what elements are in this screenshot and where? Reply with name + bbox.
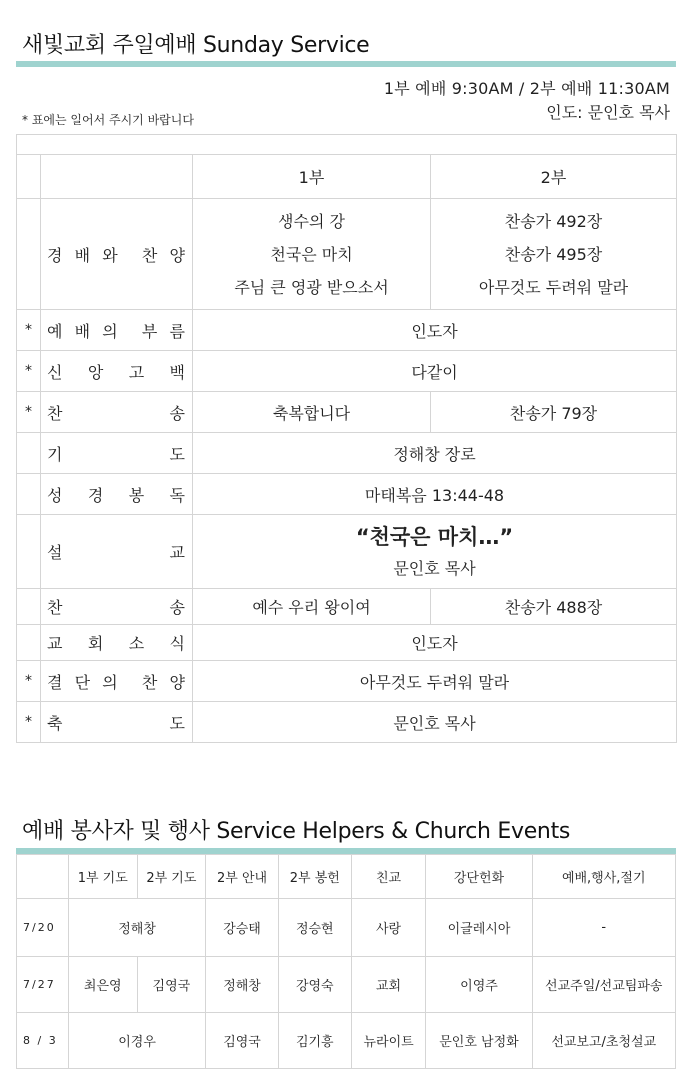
item-name: 찬 송 [41,589,193,625]
item-name: 신 앙 고 백 [41,351,193,392]
item-name: 예 배 의 부 름 [41,310,193,351]
item-name: 축 도 [41,702,193,743]
order-of-service-table [16,134,677,743]
item-name: 성 경 봉 독 [41,474,193,515]
item-value: 마태복음 13:44-48 [193,474,677,515]
table-row [17,589,677,625]
table-row: 7/27 최은영 김영국 정해창 강영숙 교회 이영주 선교주일/선교팀파송 [17,957,676,1013]
date: 8 / 3 [17,1013,69,1069]
part2-song: 찬송가 79장 [431,392,677,433]
title-divider [16,61,676,67]
item-name: 결 단 의 찬 양 [41,661,193,702]
item-value: 인도자 [193,310,677,351]
table-row: * 결 단 의 찬 양 아무것도 두려워 말라 [17,661,677,702]
page-title: 새빛교회 주일예배 Sunday Service [22,33,370,58]
table-row [17,474,677,515]
table-row [17,199,677,310]
table-row: * 찬 송 축복합니다 찬송가 79장 [17,392,677,433]
item-value: 아무것도 두려워 말라 [193,661,677,702]
part1-songs: 생수의 강 천국은 마치 주님 큰 영광 받으소서 [193,199,431,310]
item-value: 인도자 [193,625,677,661]
item-name: 경 배 와 찬 양 [41,199,193,310]
date: 7/27 [17,957,69,1013]
standing-note: * 표에는 일어서 주시기 바랍니다 [22,113,194,127]
table-row: * 축 도 문인호 목사 [17,702,677,743]
table-row [17,433,677,474]
table-row: 8 / 3 이경우 김영국 김기흥 뉴라이트 문인호 남정화 선교보고/초청설교 [17,1013,676,1069]
service-times: 1부 예배 9:30AM / 2부 예배 11:30AM [383,79,670,98]
helpers-table [16,854,676,1069]
sermon-cell [193,515,677,589]
part1-song: 예수 우리 왕이여 [193,589,431,625]
item-name: 찬 송 [41,392,193,433]
sermon-title: “천국은 마치…” [355,524,514,549]
table-row: 7/20 정해창 강승태 정승현 사랑 이글레시아 - [17,899,676,957]
item-name: 기 도 [41,433,193,474]
part1-song: 축복합니다 [193,392,431,433]
service-leader: 인도: 문인호 목사 [546,103,670,122]
part2-songs: 찬송가 492장 찬송가 495장 아무것도 두려워 말라 [431,199,677,310]
table-row [17,515,677,589]
item-value: 문인호 목사 [193,702,677,743]
helpers-title: 예배 봉사자 및 행사 Service Helpers & Church Events [22,819,571,844]
preacher: 문인호 목사 [393,558,476,578]
table-row: * 신 앙 고 백 다같이 [17,351,677,392]
part2-song: 찬송가 488장 [431,589,677,625]
item-name: 설 교 [41,515,193,589]
table-row [17,625,677,661]
col-header-part2: 2부 [431,155,677,199]
col-header-part1: 1부 [193,155,431,199]
table-header-row [17,155,677,199]
table-row: * 예 배 의 부 름 인도자 [17,310,677,351]
item-value: 정해창 장로 [193,433,677,474]
table-spacer-row [17,135,677,155]
item-name: 교 회 소 식 [41,625,193,661]
date: 7/20 [17,899,69,957]
item-value: 다같이 [193,351,677,392]
helpers-header-row: 1부 기도 2부 기도 2부 안내 2부 봉헌 친교 강단헌화 예배,행사,절기 [17,855,676,899]
